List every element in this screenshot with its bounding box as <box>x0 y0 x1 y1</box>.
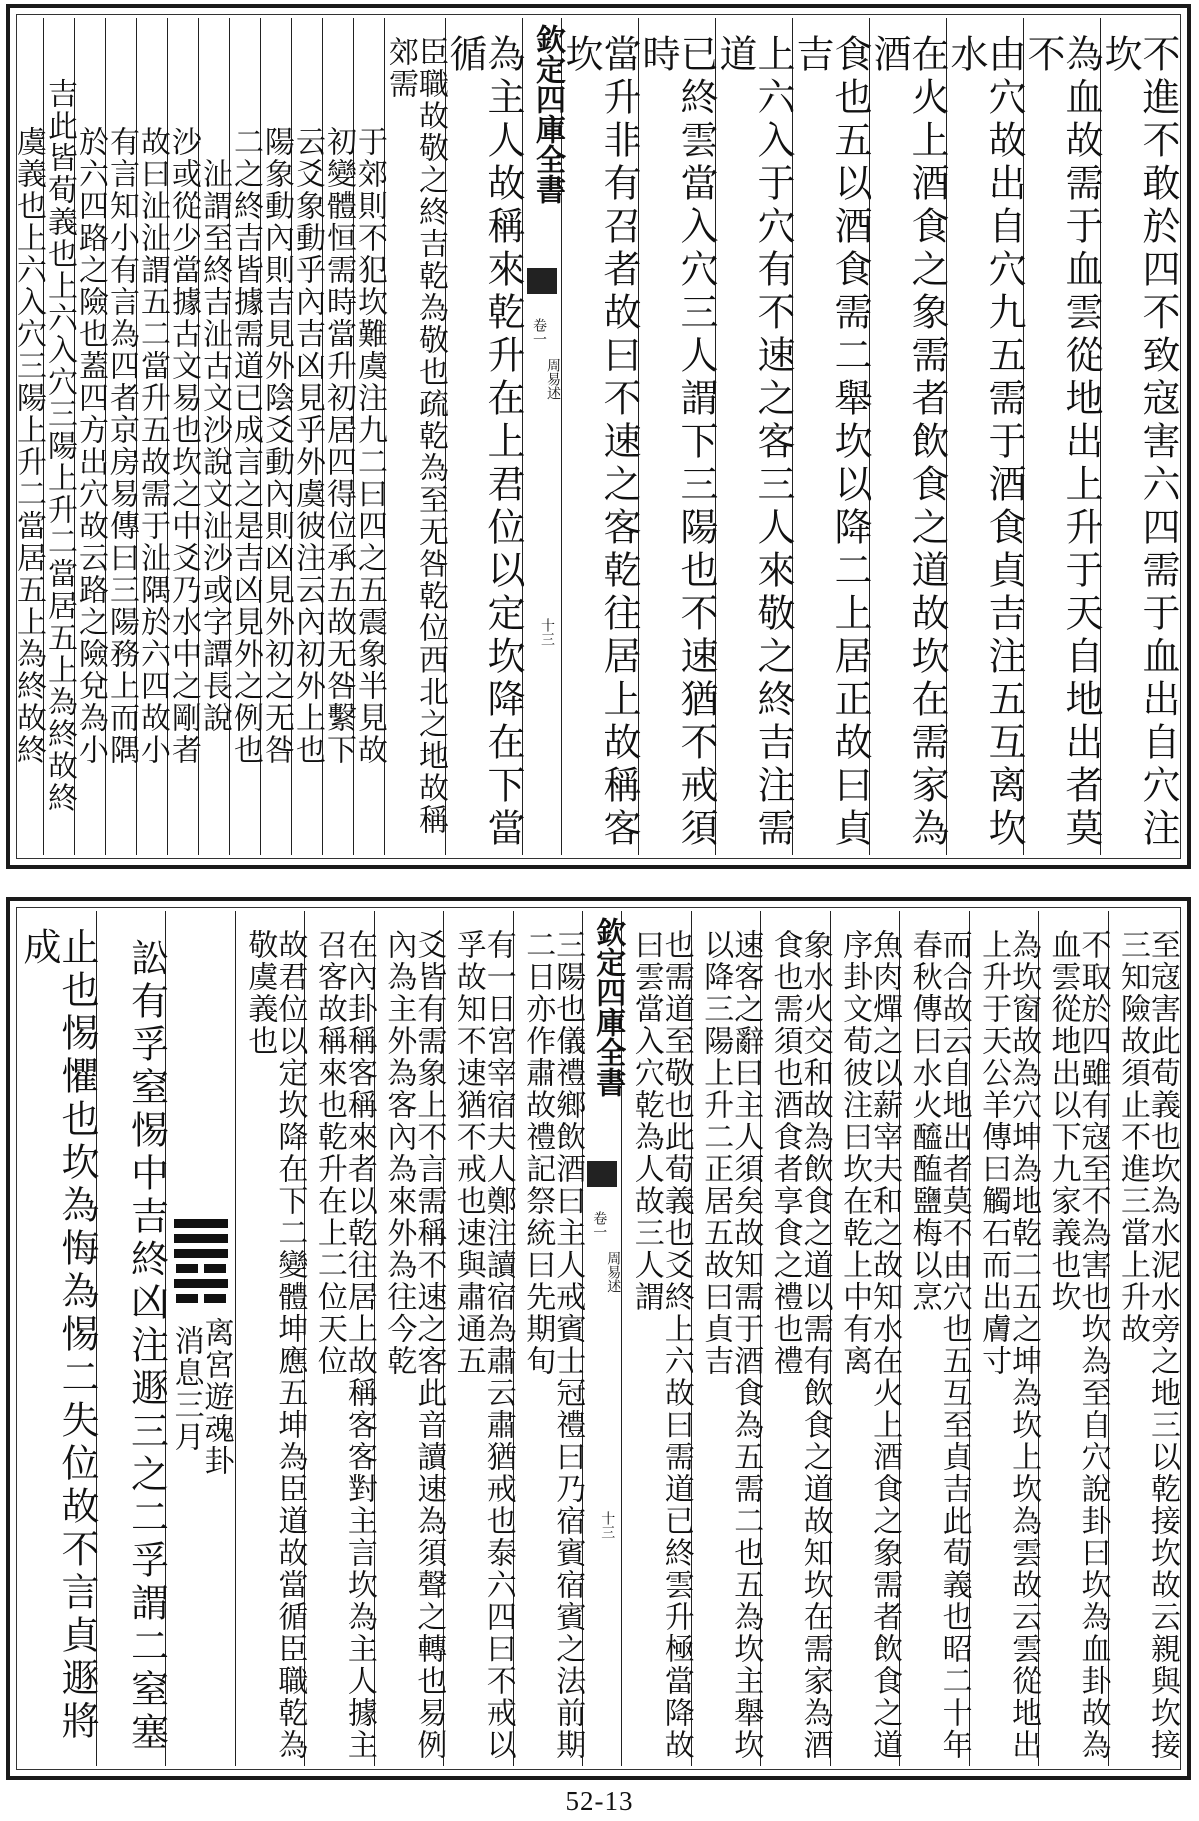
column-text: 為主人故稱來乾升在上君位以定坎降在下當循 <box>443 34 525 851</box>
center-fold <box>582 911 626 1766</box>
text-column <box>691 911 764 1766</box>
leaf-number: 十三 <box>539 618 555 646</box>
text-column <box>636 18 718 855</box>
text-column <box>559 18 641 855</box>
text-column <box>383 18 448 855</box>
column-text: 在火上酒食之象需者飲食之道故坎在需家為酒 <box>867 34 949 851</box>
juan-label: 卷一 <box>531 318 547 346</box>
text-column <box>443 911 516 1766</box>
column-text: 初變體恒需時當升初居四得位承五故无咎繫下 <box>321 125 356 766</box>
column-text: 陽象動內則吉見外陰爻動內則凶見外初之无咎 <box>259 125 294 766</box>
text-column <box>16 911 99 1766</box>
text-column <box>790 18 872 855</box>
text-column <box>1038 911 1111 1766</box>
column-text: 沚謂至終吉沚古文沙說文沚沙或字譚長說 <box>197 157 232 734</box>
column-text: 虞義也上六入穴三陽上升二當居五上為終故終 <box>11 125 46 766</box>
text-column <box>197 18 232 855</box>
column-text: 爻皆有需象上不言需稱不速之客此音讀速為須聲之轉也易例內為主外為客內為來外為往今乾 <box>381 929 447 1761</box>
book-title: 周易述 <box>605 1251 622 1293</box>
text-column <box>1098 18 1180 855</box>
text-column <box>830 911 903 1766</box>
column-text: 吉此皆荀義也上六入穴三陽上升二當居五上為終故終 <box>42 77 77 814</box>
text-column <box>944 18 1026 855</box>
text-column <box>104 18 139 855</box>
column-text: 食也五以酒食需二舉坎以降二上居正故曰貞吉 <box>790 34 872 851</box>
juan-label: 卷一 <box>591 1211 608 1239</box>
column-text: 臣職故敬之終吉乾為敬也疏乾為至无咎乾位西北之地故稱郊需 <box>383 36 448 836</box>
column-text: 已終雲當入穴三人謂下三陽也不速猶不戒須時 <box>636 34 718 851</box>
column-text: 不取於四雖有寇至不為害也坎為至自穴說卦曰坎為血卦故為血雲從地出以下九家義也坎 <box>1045 929 1111 1761</box>
column-text: 也需道至敬也此荀義也爻終上六故曰需道已終雲升極當降故曰雲當入穴乾為人故三人謂 <box>628 929 694 1761</box>
text-column <box>1021 18 1103 855</box>
column-text: 三陽也儀禮鄉飲酒曰主人戒賓士冠禮曰乃宿賓宿賓之法前期二日亦作肅故禮記祭統曰先期旬 <box>520 929 586 1761</box>
text-columns <box>11 18 1180 855</box>
column-text: 速客之辭曰主人須矣故知需于酒食為五需二也五為坎主舉坎以降三陽上升二正居五故曰貞吉 <box>698 929 764 1761</box>
text-column <box>760 911 833 1766</box>
text-column <box>96 911 169 1766</box>
text-column <box>73 18 108 855</box>
text-column <box>352 18 387 855</box>
column-text: 在內卦稱客稱來者以乾往居上故稱客客對主言坎為主人據主召客故稱來也乾升在上二位天位 <box>311 929 377 1761</box>
column-text: 於六四路之險也蓋四方出穴故云路之險兌為小 <box>73 125 108 766</box>
column-text: 离宮遊魂卦 <box>198 1316 234 1477</box>
text-column <box>259 18 294 855</box>
column-text: 消息三月 <box>168 1324 204 1453</box>
column-text: 有言知小有言為四者京房易傳曰三陽務上而隅 <box>104 125 139 766</box>
hexagram-icon <box>174 1219 228 1303</box>
series-title: 欽定四庫全書 <box>590 917 626 1097</box>
column-text: 為血故需于血雲從地出上升于天自地出者莫不 <box>1021 34 1103 851</box>
text-column <box>165 911 234 1766</box>
text-column <box>11 18 46 855</box>
center-fold <box>522 18 565 855</box>
column-text: 由穴故出自穴九五需于酒食貞吉注五互离坎水 <box>944 34 1026 851</box>
column-text: 二之終吉皆據需道已成言之是吉凶見外之例也 <box>228 125 263 766</box>
text-column <box>135 18 170 855</box>
column-text: 象水火交和故為飲食之道以需有飲食之道故知坎在需家為酒食也需須也酒食者享食之禮也禮 <box>767 929 833 1761</box>
text-column <box>899 911 972 1766</box>
column-text: 當升非有召者故曰不速之客乾往居上故稱客坎 <box>559 34 641 851</box>
column-text: 至寇害此荀義也坎為水泥水旁之地三以乾接坎故云親與坎接三知險故須止不進三當上升故 <box>1115 929 1180 1761</box>
text-column <box>228 18 263 855</box>
top-page <box>6 4 1191 869</box>
folio-number: 52-13 <box>565 1786 634 1816</box>
column-text: 上六入于穴有不速之客三人來敬之終吉注需道 <box>713 34 795 851</box>
bottom-page <box>6 897 1191 1780</box>
series-title: 欽定四庫全書 <box>530 24 565 204</box>
column-text: 云爻象動乎內吉凶見乎外虞彼注云內初外上也 <box>290 125 325 766</box>
leaf-number: 十三 <box>599 1511 616 1539</box>
text-column <box>235 911 308 1766</box>
column-text: 不進不敢於四不致寇害六四需于血出自穴注坎 <box>1098 34 1180 851</box>
text-column <box>374 911 447 1766</box>
text-column <box>443 18 525 855</box>
column-text: 于郊則不犯坎難虞注九二曰四之五震象半見故 <box>352 125 387 766</box>
column-text: 故君位以定坎降在下二變體坤應五坤為臣道故當循臣職乾為敬虞義也 <box>242 929 308 1761</box>
column-text: 止也惕懼也坎為悔為惕二失位故不言貞遯將成 <box>16 927 99 1744</box>
book-title: 周易述 <box>545 358 561 400</box>
text-column <box>304 911 377 1766</box>
text-column <box>513 911 586 1766</box>
text-column <box>713 18 795 855</box>
text-column <box>42 18 77 855</box>
fish-tail-mark-icon <box>527 268 557 294</box>
text-column <box>1108 911 1180 1766</box>
text-column <box>166 18 201 855</box>
fish-tail-mark-icon <box>587 1161 617 1187</box>
text-column <box>969 911 1042 1766</box>
column-text: 為坎窗故為穴坤為地乾二五之坤為坎上坎為雲故云雲從地出上升于天公羊傳曰觸石而出膚寸 <box>976 929 1042 1761</box>
column-text: 訟有孚窒惕中吉終凶注遯三之二孚謂二窒塞 <box>124 938 169 1755</box>
text-column <box>290 18 325 855</box>
column-text: 沙或從少當據古文易也坎之中爻乃水中之剛者 <box>166 125 201 766</box>
column-text: 有一日宮宰宿夫人鄭注讀宿為肅云肅猶戒也泰六四曰不戒以孚故知不速猶不戒也速與肅通五 <box>450 929 516 1761</box>
column-text: 而合故云自地出者莫不由穴也五互至貞吉此荀義也昭二十年春秋傳曰水火醯醢鹽梅以烹 <box>906 929 972 1761</box>
text-column <box>321 18 356 855</box>
text-column <box>867 18 949 855</box>
text-columns <box>16 911 1180 1766</box>
column-text: 故曰沚沚謂五二當升五故需于沚隅於六四故小 <box>135 125 170 766</box>
column-text: 魚肉燀之以薪宰夫和之故知水在火上酒食之象需者飲食之道序卦文荀彼注曰坎在乾上中有离 <box>837 929 903 1761</box>
text-column <box>621 911 694 1766</box>
